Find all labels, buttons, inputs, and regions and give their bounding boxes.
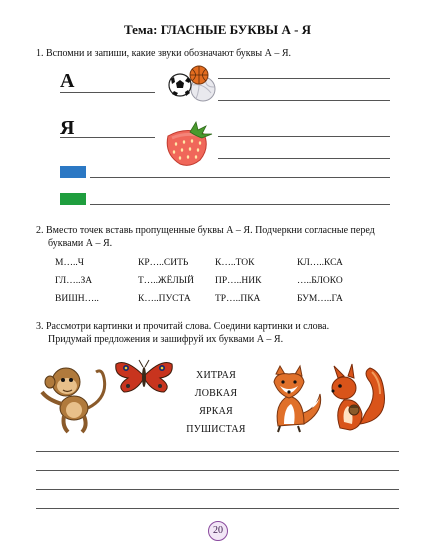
- soccer-ball-icon: [169, 74, 191, 96]
- answer-line: [218, 78, 390, 79]
- writing-line: [36, 451, 399, 452]
- task-2-line-2: буквами А – Я.: [48, 238, 113, 249]
- basketball-icon: [190, 66, 208, 84]
- grid-cell: ТР…..ПКА: [215, 294, 261, 304]
- grid-cell: …..БЛОКО: [297, 276, 343, 286]
- balls-icon: [166, 63, 216, 103]
- grid-cell: КР…..СИТЬ: [138, 258, 189, 268]
- task-2-text: [36, 224, 375, 250]
- squirrel-icon: [326, 362, 388, 436]
- letter-a-line: [60, 92, 155, 93]
- answer-line: [90, 177, 390, 178]
- page-number: 20: [208, 521, 228, 541]
- letter-ya: Я: [60, 117, 75, 139]
- word-item: ЛОВКАЯ: [194, 388, 238, 399]
- task-3-line-2: Придумай предложения и зашифруй их буквами А – Я.: [48, 334, 284, 345]
- word-item: ЯРКАЯ: [199, 406, 233, 417]
- answer-line: [90, 204, 390, 205]
- grid-cell: М…..Ч: [55, 258, 84, 268]
- writing-line: [36, 508, 399, 509]
- word-item: ХИТРАЯ: [196, 370, 236, 381]
- monkey-icon: [34, 358, 114, 436]
- green-bar: [60, 193, 86, 205]
- task-2-line-1: 2. Вместо точек вставь пропущенные буквы А – Я. Подчеркни согласные перед: [36, 225, 375, 236]
- grid-cell: ПР…..НИК: [215, 276, 262, 286]
- strawberry-icon: [160, 120, 214, 168]
- butterfly-icon: [112, 356, 176, 396]
- letter-a: А: [60, 70, 75, 92]
- answer-line: [218, 136, 390, 137]
- task-3-line-1: 3. Рассмотри картинки и прочитай слова. Соедини картинки и слова.: [36, 321, 330, 332]
- fox-icon: [264, 364, 324, 436]
- grid-cell: ГЛ…..ЗА: [55, 276, 93, 286]
- grid-cell: К…..ПУСТА: [138, 294, 191, 304]
- blue-bar: [60, 166, 86, 178]
- grid-cell: К…..ТОК: [215, 258, 255, 268]
- task-3-text: [36, 320, 329, 346]
- writing-line: [36, 470, 399, 471]
- grid-cell: Т…..ЖЁЛЫЙ: [138, 276, 194, 286]
- answer-line: [218, 158, 390, 159]
- word-item: ПУШИСТАЯ: [186, 424, 246, 435]
- answer-line: [218, 100, 390, 101]
- grid-cell: КЛ…..КСА: [297, 258, 343, 268]
- writing-line: [36, 489, 399, 490]
- grid-cell: ВИШН…..: [55, 294, 99, 304]
- grid-cell: БУМ…..ГА: [297, 294, 343, 304]
- task-1-text: 1. Вспомни и запиши, какие звуки обозначают буквы А – Я.: [36, 48, 291, 59]
- page-title: Тема: ГЛАСНЫЕ БУКВЫ А - Я: [123, 22, 312, 37]
- letter-ya-line: [60, 137, 155, 138]
